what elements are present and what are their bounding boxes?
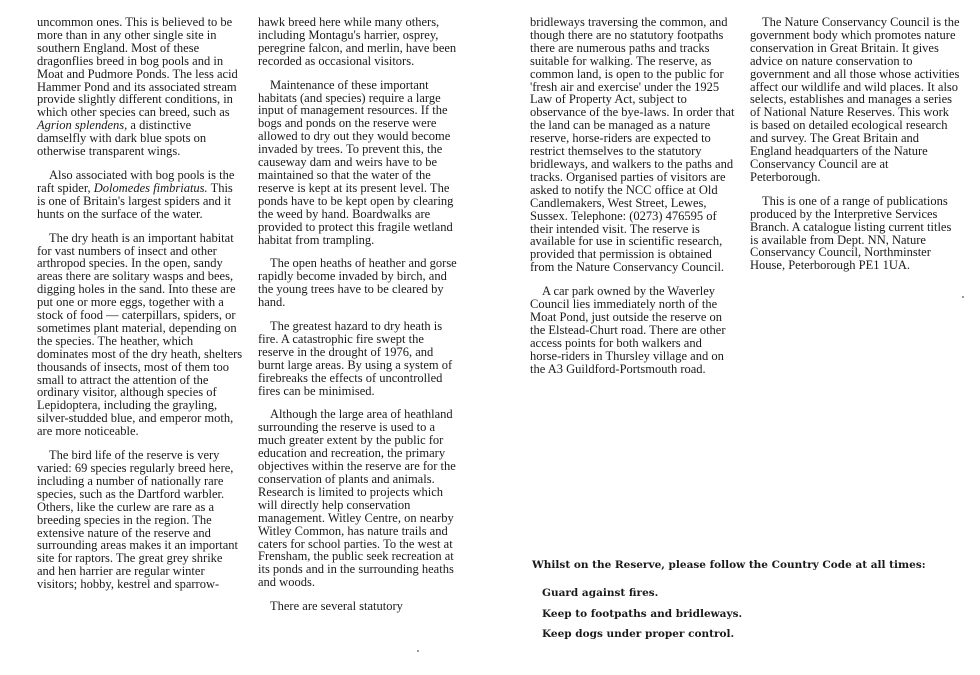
col4-paragraph-2: This is one of a range of publications produced by the Interpretive Services Branch. A catalogue listing current titles is available from Dept. NN, Nature Conservancy Council, Northminster House, Peterborough PE1 1UA.: [750, 193, 952, 273]
col1-paragraph-2: Also associated with bog pools is the raft spider, Dolomedes fimbriatus. This is one of Britain's largest spiders and it hunts on the surface of the water.: [37, 167, 235, 221]
species-name-agrion: Agrion splendens,: [37, 118, 128, 133]
col1-paragraph-4: The bird life of the reserve is very varied: 69 species regularly breed here, including a number of nationally rare species, such as the Dartford warbler. Others, like the curlew are rare as a breeding species in the region. The extensive nature of the reserve and surrounding areas makes it an important site for raptors. The great grey shrike and hen harrier are regular winter visitors; hobby, kestrel and sparrow-: [37, 448, 238, 592]
country-code-box: [532, 559, 952, 649]
col3-paragraph-2: A car park owned by the Waverley Council lies immediately north of the Moat Pond, just outside the reserve on the Elstead-Churt road. There are other access points for both walkers and horse-riders in Thursley village and on the A3 Guildford-Portsmouth road.: [530, 284, 726, 376]
column-2: [258, 16, 462, 624]
col1-paragraph-1: uncommon ones. This is believed to be more than in any other single site in southern England. Most of these dragonflies breed in bog pools and in Moat and Pudmore Ponds. The less acid Hammer Pond and its associated stream provide slightly different conditions, in which other species can breed, such as Agrion splendens, a distinctive damselfly with dark blue spots on otherwise transparent wings.: [37, 15, 238, 159]
col2-paragraph-3: The open heaths of heather and gorse rapidly become invaded by birch, and the young trees have to be cleared by hand.: [258, 256, 457, 310]
country-code-item: Keep dogs under proper control.: [542, 628, 735, 640]
print-speck: [417, 650, 419, 652]
col2-paragraph-2: Maintenance of these important habitats (and species) require a large input of management resources. If the bogs and ponds on the reserve were allowed to dry out they would become invaded by trees. To prevent this, the causeway dam and weirs have to be maintained so that the water of the reserve is kept at its present level. The ponds have to be kept open by clearing the weed by hand. Boardwalks are provided to protect this fragile wetland habitat from trampling.: [258, 77, 454, 247]
species-name-dolomedes: Dolomedes fimbriatus.: [93, 180, 208, 195]
column-3: [530, 16, 736, 386]
col1-paragraph-3: The dry heath is an important habitat for vast numbers of insect and other arthropod species. In the open, sandy areas there are solitary wasps and bees, digging holes in the sand. Into these are put one or more eggs, together with a stock of food — caterpillars, spiders, or sometimes plant material, depending on the species. The heather, which dominates most of the dry heath, shelters thousands of insects, most of them too small to attract the attention of the ordinary visitor, although species of Lepidoptera, including the grayling, silver-studded blue, and emperor moth, are more noticeable.: [37, 230, 243, 439]
print-speck: [962, 296, 964, 298]
country-code-item: Guard against fires.: [542, 587, 659, 599]
country-code-list: [532, 587, 952, 640]
column-1: [37, 16, 243, 602]
col2-paragraph-5: Although the large area of heathland surrounding the reserve is used to a much greater extent by the public for education and recreation, the primary objectives within the reserve are for the conservation of plants and animals. Research is limited to projects which will directly help conservation management. Witley Centre, on nearby Witley Common, has nature trails and caters for school parties. To the west at Frensham, the public seek recreation at its ponds and in the surrounding heaths and woods.: [258, 407, 456, 590]
country-code-heading: Whilst on the Reserve, please follow the Country Code at all times:: [532, 559, 926, 571]
country-code-item: Keep to footpaths and bridleways.: [542, 607, 743, 620]
col4-paragraph-1: The Nature Conservancy Council is the government body which promotes nature conservation in Great Britain. It gives advice on nature conservation to government and all those whose activities affect our wildlife and wild places. It also selects, establishes and manages a series of National Nature Reserves. This work is based on detailed ecological research and survey. The Great Britain and England headquarters of the Nature Conservancy Council are at Peterborough.: [750, 15, 960, 184]
col2-paragraph-1: hawk breed here while many others, including Montagu's harrier, osprey, peregrine falcon, and merlin, have been recorded as occasional visitors.: [258, 15, 457, 68]
col2-paragraph-4: The greatest hazard to dry heath is fire. A catastrophic fire swept the reserve in the drought of 1976, and burnt large areas. By using a system of firebreaks the effects of uncontrolled fires can be minimised.: [258, 319, 453, 398]
col2-paragraph-6: There are several statutory: [270, 599, 403, 614]
col3-paragraph-1: bridleways traversing the common, and though there are no statutory footpaths there are numerous paths and tracks suitable for walking. The reserve, as common land, is open to the public for 'fresh air and exercise' under the 1925 Law of Property Act, subject to observance of the bye-laws. In order that the land can be managed as a nature reserve, horse-riders are expected to restrict themselves to the statutory bridleways, and walkers to the paths and tracks. Organised parties of visitors are asked to notify the NCC office at Old Candlemakers, West Street, Lewes, Sussex. Telephone: (0273) 476595 of their intended visit. The reserve is available for use in scientific research, provided that permission is obtained from the Nature Conservancy Council.: [530, 15, 735, 275]
column-4: [750, 16, 960, 283]
